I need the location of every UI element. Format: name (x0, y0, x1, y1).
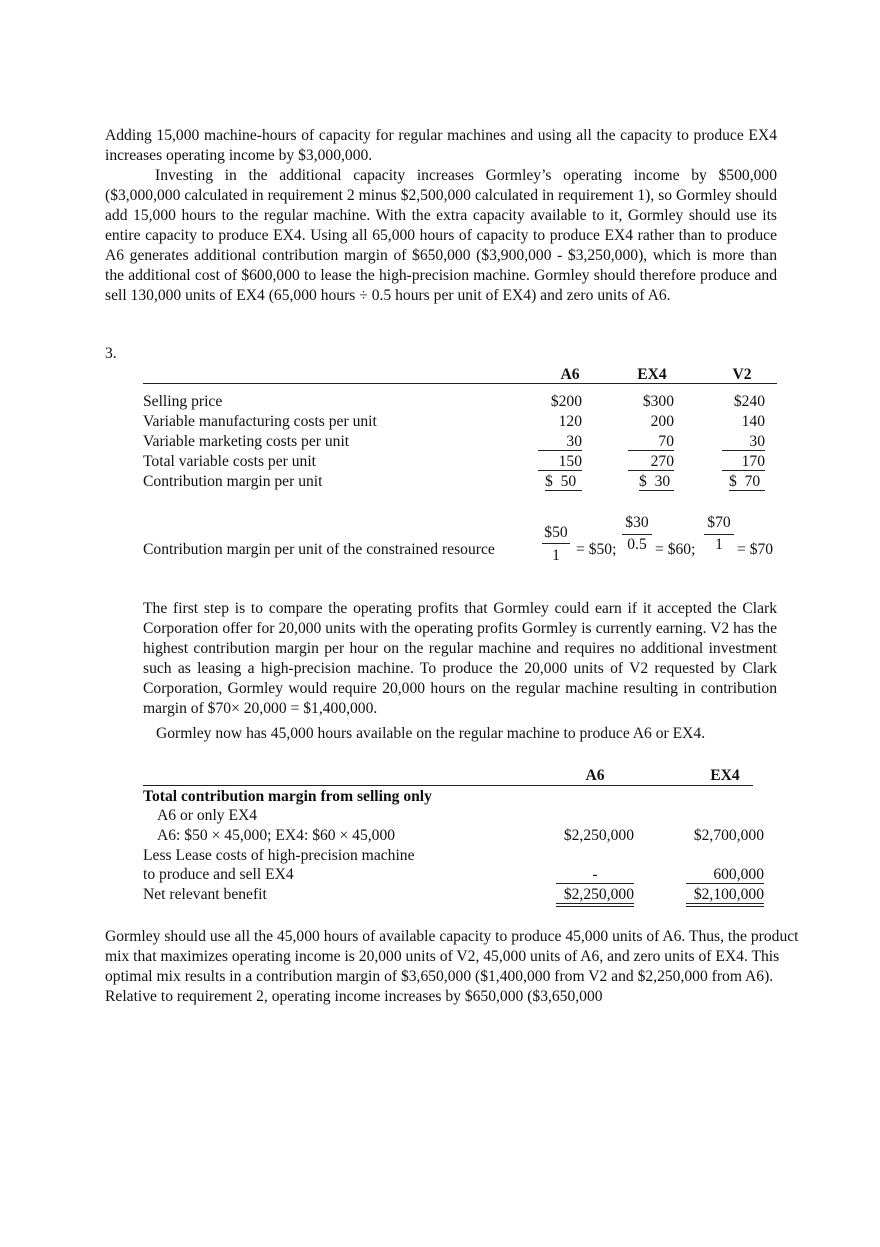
table2-cell: $2,100,000 (693, 886, 764, 903)
fraction-denominator: 1 (552, 547, 560, 564)
underline (538, 450, 582, 451)
table1-row-label: Contribution margin per unit (143, 473, 323, 490)
table1-row-label: Variable manufacturing costs per unit (143, 413, 377, 430)
underline (628, 450, 674, 451)
underline (722, 450, 765, 451)
table1-cell: 120 (558, 413, 582, 430)
table2-row-label: Total contribution margin from selling only (143, 788, 432, 805)
double-underline (686, 903, 764, 904)
table1-header-ex4: EX4 (637, 366, 667, 383)
double-underline (556, 903, 634, 904)
intro-paragraph-2: Investing in the additional capacity increases Gormley’s operating income by $500,000 ($3,000,000 calculated in requirement 2 minus $2,500,000 calculated in requirement 1), so Gormley should add 15,000 hours to the regular machine. With the extra capacity available to it, Gormley should use its entire capacity to produce EX4. Using all 65,000 hours of capacity to produce EX4 rather than to produce A6 generates additional contribution margin of $650,000 ($3,900,000 - $3,250,000), which is more than the additional cost of $600,000 to lease the high-precision machine. Gormley should therefore produce and sell 130,000 units of EX4 (65,000 hours ÷ 0.5 hours per unit of EX4) and zero units of A6. (105, 167, 777, 304)
table1-cell: 70 (658, 433, 674, 450)
table1-header-rule (143, 383, 777, 384)
double-underline (556, 906, 634, 907)
underline (556, 883, 634, 884)
table1-header-v2: V2 (732, 366, 752, 383)
table2-cell: - (592, 866, 598, 883)
conclusion-paragraph: Gormley should use all the 45,000 hours of available capacity to produce 45,000 units of A6. Thus, the product mix that maximizes operating income is 20,000 units of V2, 45,000 units of A6, and zero units of EX4. This optimal mix results in a contribution margin of $3,650,000 ($1,400,000 from V2 and $2,250,000 from A6). Relative to requirement 2, operating income increases by $650,000 ($3,650,000 (105, 928, 799, 1005)
table1-cell: 270 (650, 453, 674, 470)
fraction-result: = $50; (576, 541, 617, 558)
intro-paragraph-1: Adding 15,000 machine-hours of capacity for regular machines and using all the capacity to produce EX4 increases operating income by $3,000,000. (105, 127, 777, 164)
table1-cell: 30 (749, 433, 765, 450)
fraction-numerator: $50 (544, 524, 568, 541)
table1-cell: $ 30 (639, 473, 671, 490)
table1-cell: 30 (566, 433, 582, 450)
underline (538, 470, 582, 471)
fraction-denominator: 1 (715, 536, 723, 553)
fraction-numerator: $30 (625, 514, 649, 531)
table2-cell: $2,700,000 (693, 827, 764, 844)
fraction-result: = $60; (655, 541, 696, 558)
underline (686, 883, 764, 884)
fraction-numerator: $70 (707, 514, 731, 531)
table2-header-a6: A6 (585, 767, 605, 784)
table1-cell: $ 50 (545, 473, 577, 490)
table2-header-rule (143, 785, 753, 786)
hours-available-paragraph: Gormley now has 45,000 hours available on the regular machine to produce A6 or EX4. (156, 725, 706, 742)
table1-cell: $ 70 (729, 473, 761, 490)
section-number: 3. (105, 345, 117, 362)
table2-cell: $2,250,000 (563, 827, 634, 844)
underline (628, 470, 674, 471)
fraction-result: = $70 (737, 541, 774, 558)
underline (722, 470, 765, 471)
table1-cell: 140 (741, 413, 765, 430)
fraction-bar (542, 543, 570, 544)
table2-cell: 600,000 (713, 866, 764, 883)
table1-cell: $240 (733, 393, 765, 410)
fraction-denominator: 0.5 (627, 536, 647, 553)
constrained-resource-label: Contribution margin per unit of the constrained resource (143, 541, 495, 558)
table1-row-label: Total variable costs per unit (143, 453, 316, 470)
table2-row-label: Less Lease costs of high-precision machine (143, 847, 415, 864)
table2-row-label: A6 or only EX4 (157, 807, 258, 824)
table1-header-a6: A6 (560, 366, 580, 383)
underline (639, 490, 674, 491)
table1-row-label: Variable marketing costs per unit (143, 433, 350, 450)
table1-cell: $200 (550, 393, 582, 410)
table1-cell: $300 (642, 393, 674, 410)
table1-cell: 150 (558, 453, 582, 470)
table2-row-label: A6: $50 × 45,000; EX4: $60 × 45,000 (157, 827, 396, 844)
table1-cell: 200 (650, 413, 674, 430)
underline (729, 490, 765, 491)
table2-row-label: Net relevant benefit (143, 886, 267, 903)
table2-row-label: to produce and sell EX4 (143, 866, 294, 883)
table2-cell: $2,250,000 (563, 886, 634, 903)
explanation-paragraph: The first step is to compare the operating profits that Gormley could earn if it accepted the Clark Corporation offer for 20,000 units with the operating profits Gormley is currently earning. V2 has the highest contribution margin per hour on the regular machine and requires no additional investment such as leasing a high-precision machine. To produce the 20,000 units of V2 requested by Clark Corporation, Gormley would require 20,000 hours on the regular machine resulting in contribution margin of $70× 20,000 = $1,400,000. (143, 600, 777, 717)
table2-header-ex4: EX4 (710, 767, 740, 784)
table1-cell: 170 (741, 453, 765, 470)
underline (545, 490, 582, 491)
table1-row-label: Selling price (143, 393, 223, 410)
double-underline (686, 906, 764, 907)
